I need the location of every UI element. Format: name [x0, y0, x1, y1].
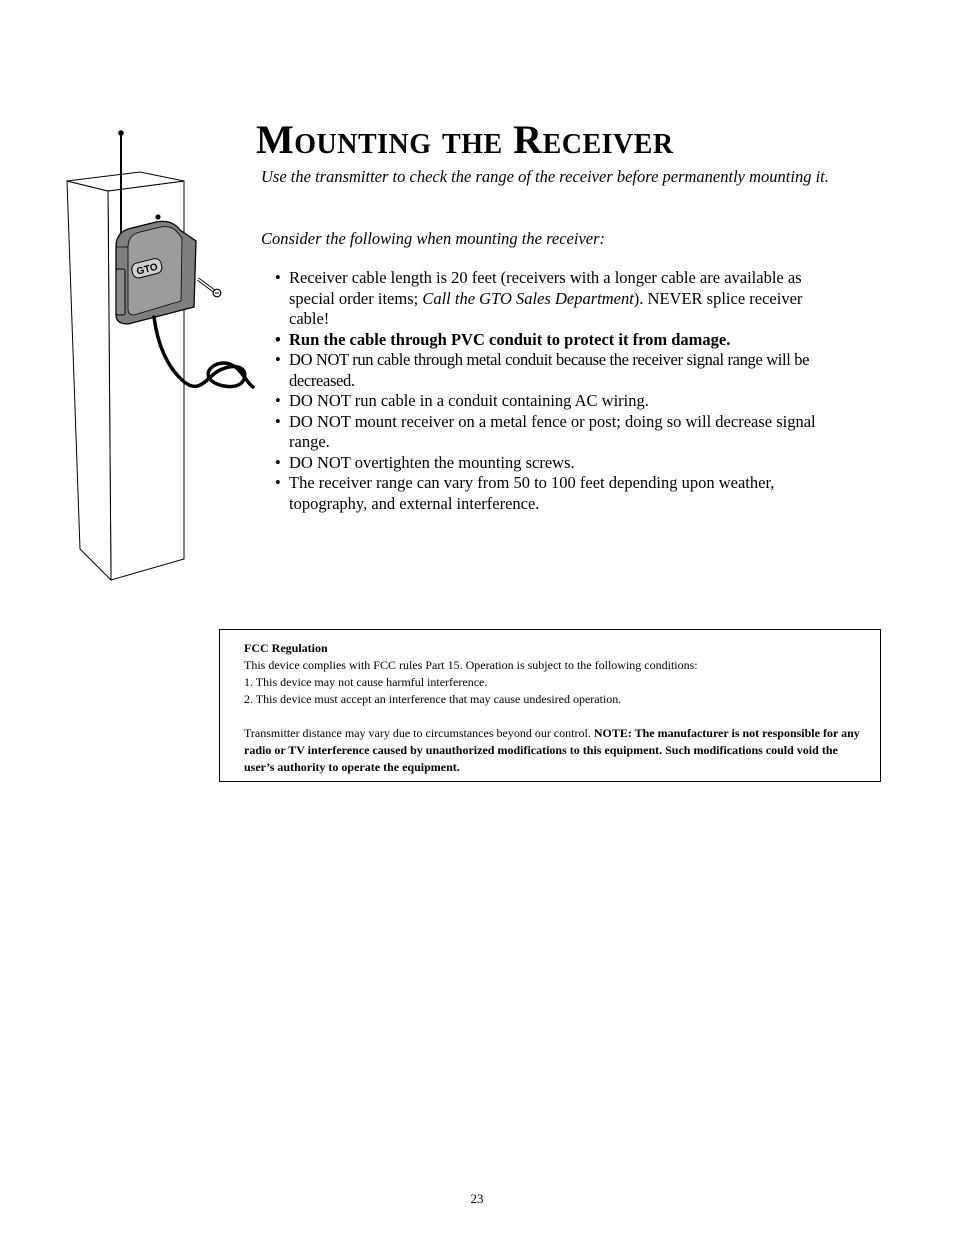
gto-logo-text: GTO	[135, 261, 159, 278]
fcc-condition-2: 2. This device must accept an interference that may cause undesired operation.	[244, 692, 622, 706]
list-item: • DO NOT run cable in a conduit containing AC wiring.	[273, 391, 838, 412]
list-item: • DO NOT overtighten the mounting screws.	[273, 453, 838, 474]
fcc-regulation-box	[219, 629, 881, 782]
list-item: • DO NOT run cable through metal conduit because the receiver signal range will be decreased.	[273, 350, 838, 391]
fcc-note: Transmitter distance may vary due to circumstances beyond our control. NOTE: The manufacturer is not responsible for any radio or TV interference caused by unauthorized modifications to this equipment. Such modifications could void the user’s authority to operate the equipment.	[244, 726, 860, 774]
intro-paragraph: Use the transmitter to check the range of the receiver before permanently mounting it.	[261, 167, 829, 186]
list-item: • Run the cable through PVC conduit to protect it from damage.	[273, 330, 838, 351]
note-label: NOTE:	[593, 726, 632, 740]
antenna-mount	[116, 269, 125, 315]
page-title: Mounting the Receiver	[256, 117, 674, 162]
sales-department-reference: Call the GTO Sales Department	[422, 288, 634, 308]
consider-paragraph: Consider the following when mounting the receiver:	[261, 229, 606, 248]
page-number: 23	[470, 1191, 484, 1206]
list-item: • Receiver cable length is 20 feet (receivers with a longer cable are available as special order items; Call the GTO Sales Department). NEVER splice receiver cable!	[273, 268, 838, 330]
mounting-screw	[198, 279, 221, 297]
list-item: • The receiver range can vary from 50 to 100 feet depending upon weather, topography, and external interference.	[273, 473, 838, 514]
list-item: • DO NOT mount receiver on a metal fence or post; doing so will decrease signal range.	[273, 412, 838, 453]
fcc-compliance-line: This device complies with FCC rules Part 15. Operation is subject to the following conditions:	[244, 658, 698, 672]
indicator-light	[155, 214, 160, 219]
antenna-tip	[118, 130, 124, 136]
fcc-heading: FCC Regulation	[244, 641, 328, 655]
mounting-guidelines-list	[273, 268, 838, 514]
fcc-condition-1: 1. This device may not cause harmful interference.	[244, 675, 488, 689]
post-left-face	[67, 181, 111, 580]
receiver-mounting-illustration	[60, 125, 260, 595]
